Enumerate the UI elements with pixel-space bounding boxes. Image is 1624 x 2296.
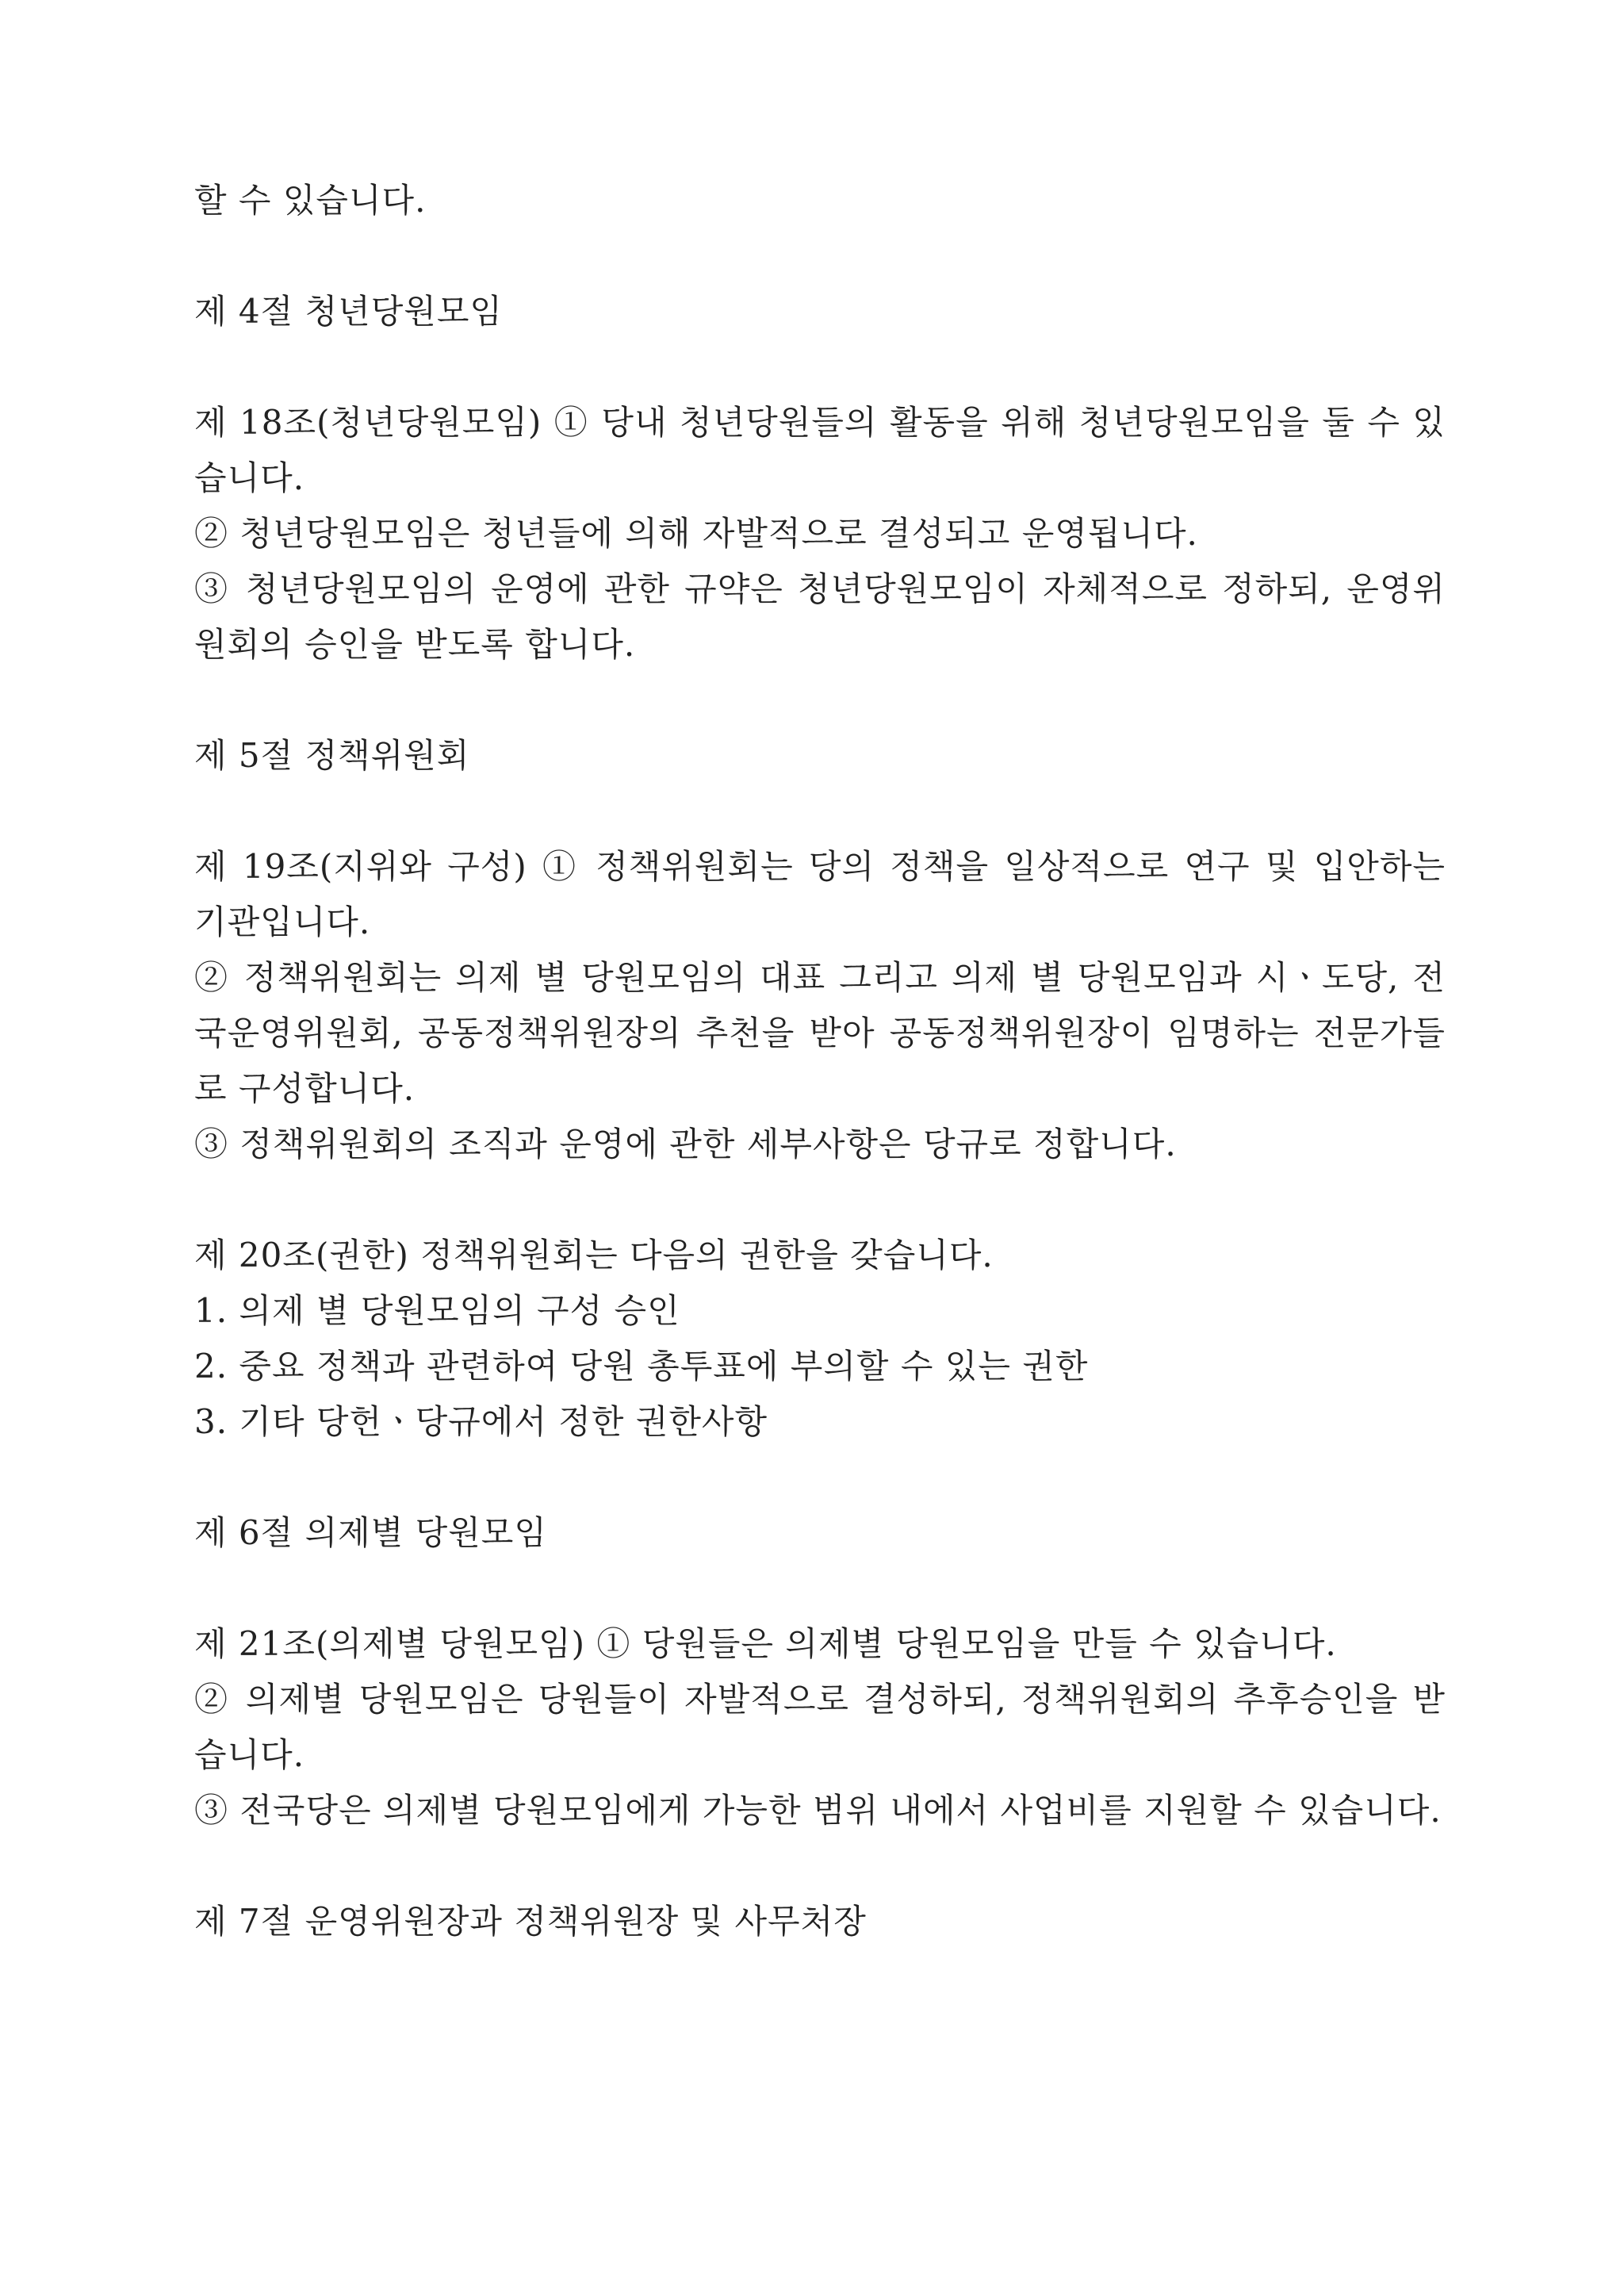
article-20-item-1: 1. 의제 별 당원모임의 구성 승인 [194,1291,680,1330]
article-19-paragraph-1: 제 19조(지위와 구성) ① 정책위원회는 당의 정책을 일상적으로 연구 및 입안하는 기관입니다. [194,847,1446,941]
article-21 [194,1616,1446,1838]
section-4-heading: 제 4절 청년당원모임 [194,292,503,331]
article-18 [194,395,1446,673]
article-19-paragraph-3: ③ 정책위원회의 조직과 운영에 관한 세부사항은 당규로 정합니다. [194,1125,1177,1163]
section-6-heading: 제 6절 의제별 당원모임 [194,1513,547,1552]
document-body [194,173,1446,1949]
article-20-item-2: 2. 중요 정책과 관련하여 당원 총투표에 부의할 수 있는 권한 [194,1347,1089,1386]
intro-fragment: 할 수 있습니다. [194,181,427,220]
section-7-heading: 제 7절 운영위원장과 정책위원장 및 사무처장 [194,1902,867,1941]
article-18-paragraph-2: ② 청년당원모임은 청년들에 의해 자발적으로 결성되고 운영됩니다. [194,514,1198,553]
article-21-paragraph-3: ③ 전국당은 의제별 당원모임에게 가능한 범위 내에서 사업비를 지원할 수 있습니다. [194,1791,1442,1830]
article-21-paragraph-1: 제 21조(의제별 당원모임) ① 당원들은 의제별 당원모임을 만들 수 있습니다. [194,1624,1337,1663]
article-19-paragraph-2: ② 정책위원회는 의제 별 당원모임의 대표 그리고 의제 별 당원모임과 시ㆍ도당, 전국운영위원회, 공동정책위원장의 추천을 받아 공동정책위원장이 임명하는 전문가들로 구성합니다. [194,958,1446,1108]
intro-fragment-block [194,173,1446,228]
article-18-paragraph-3: ③ 청년당원모임의 운영에 관한 규약은 청년당원모임이 자체적으로 정하되, 운영위원회의 승인을 받도록 합니다. [194,569,1446,664]
article-20-item-3: 3. 기타 당헌ㆍ당규에서 정한 권한사항 [194,1402,768,1441]
article-20-paragraph-1: 제 20조(권한) 정책위원회는 다음의 권한을 갖습니다. [194,1236,994,1274]
article-19 [194,839,1446,1172]
section-5-heading: 제 5절 정책위원회 [194,736,470,775]
article-21-paragraph-2: ② 의제별 당원모임은 당원들이 자발적으로 결성하되, 정책위원회의 추후승인을 받습니다. [194,1680,1446,1774]
article-20 [194,1228,1446,1450]
article-18-paragraph-1: 제 18조(청년당원모임) ① 당내 청년당원들의 활동을 위해 청년당원모임을 둘 수 있습니다. [194,403,1446,497]
